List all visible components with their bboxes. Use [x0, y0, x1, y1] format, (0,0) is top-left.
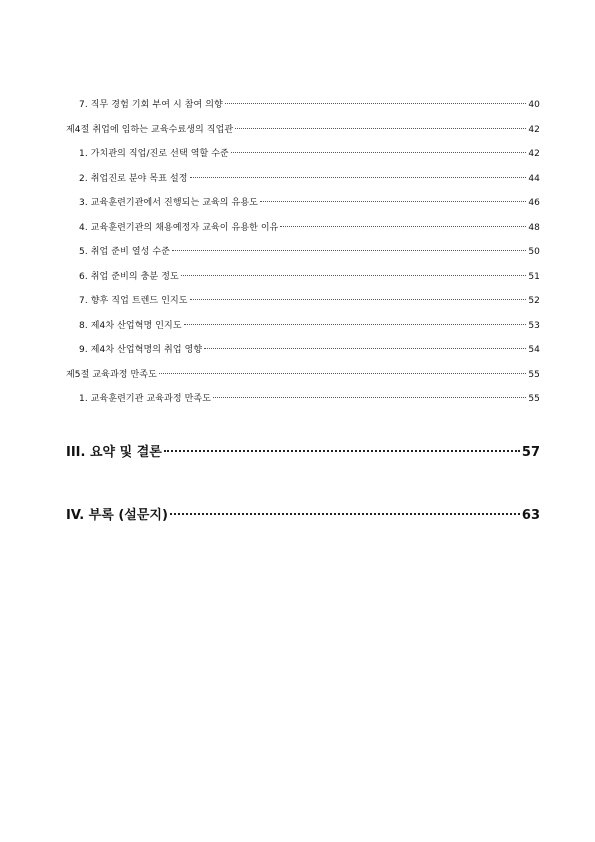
dot-leader: [164, 450, 520, 452]
toc-entry-label: 1. 교육훈련기관 교육과정 만족도: [79, 394, 211, 404]
toc-entry-page: 48: [528, 223, 540, 233]
toc-entry-page: 55: [528, 394, 540, 404]
toc-entry-label: 9. 제4차 산업혁명의 취업 영향: [79, 345, 203, 355]
toc-entry[interactable]: [66, 293, 540, 306]
toc-entry[interactable]: [66, 195, 540, 208]
toc-entry-page: 46: [528, 198, 540, 208]
toc-section-entry[interactable]: [66, 367, 540, 380]
toc-entry-page: 52: [528, 296, 540, 306]
toc-entry-page: 51: [528, 272, 540, 282]
toc-entry[interactable]: [66, 171, 540, 184]
dot-leader: [280, 226, 526, 227]
dot-leader: [260, 201, 526, 202]
toc-entry-label: 7. 직무 경험 기회 부여 시 참여 의향: [79, 100, 223, 110]
toc-entry-label: 6. 취업 준비의 충분 정도: [79, 272, 179, 282]
toc-chapter-label: IV. 부록 (설문지): [66, 508, 168, 523]
toc-entry[interactable]: [66, 391, 540, 404]
dot-leader: [170, 513, 520, 515]
toc-chapter-entry[interactable]: [66, 441, 540, 460]
dot-leader: [204, 348, 526, 349]
toc-chapter-entry[interactable]: [66, 504, 540, 523]
toc-entry[interactable]: [66, 220, 540, 233]
toc-entry-page: 50: [528, 247, 540, 257]
toc-entry-label: 2. 취업진로 분야 목표 설정: [79, 174, 188, 184]
toc-entry-label: 1. 가치관의 직업/진로 선택 역할 수준: [79, 149, 229, 159]
toc-entry-label: 7. 향후 직업 트렌드 인지도: [79, 296, 188, 306]
toc-chapter-page: 57: [521, 445, 540, 460]
dot-leader: [190, 177, 527, 178]
toc-entry[interactable]: [66, 244, 540, 257]
toc-entry[interactable]: [66, 342, 540, 355]
dot-leader: [213, 397, 526, 398]
toc-entry-page: 42: [528, 149, 540, 159]
toc-entry-page: 53: [528, 321, 540, 331]
toc-entry-label: 5. 취업 준비 열성 수준: [79, 247, 170, 257]
toc-chapter-label: III. 요약 및 결론: [66, 445, 162, 460]
toc-entry-label: 8. 제4차 산업혁명 인지도: [79, 321, 182, 331]
toc-entry[interactable]: [66, 269, 540, 282]
toc-entry-page: 54: [528, 345, 540, 355]
toc-entry-label: 제4절 취업에 임하는 교육수료생의 직업관: [66, 125, 234, 135]
dot-leader: [231, 152, 527, 153]
toc-entry-page: 55: [528, 370, 540, 380]
dot-leader: [181, 275, 527, 276]
toc-section-entry[interactable]: [66, 122, 540, 135]
toc-chapter-page: 63: [521, 508, 540, 523]
toc-entry[interactable]: [66, 146, 540, 159]
toc-entry-page: 42: [528, 125, 540, 135]
toc-entry-page: 40: [528, 100, 540, 110]
dot-leader: [190, 299, 527, 300]
toc-entry[interactable]: [66, 97, 540, 110]
dot-leader: [235, 128, 526, 129]
toc-entry[interactable]: [66, 318, 540, 331]
toc-entry-label: 제5절 교육과정 만족도: [66, 370, 157, 380]
dot-leader: [225, 103, 527, 104]
toc-entry-label: 3. 교육훈련기관에서 진행되는 교육의 유용도: [79, 198, 258, 208]
dot-leader: [159, 373, 526, 374]
dot-leader: [172, 250, 526, 251]
toc-entry-label: 4. 교육훈련기관의 채용예정자 교육이 유용한 이유: [79, 223, 279, 233]
toc-entry-page: 44: [528, 174, 540, 184]
dot-leader: [184, 324, 527, 325]
